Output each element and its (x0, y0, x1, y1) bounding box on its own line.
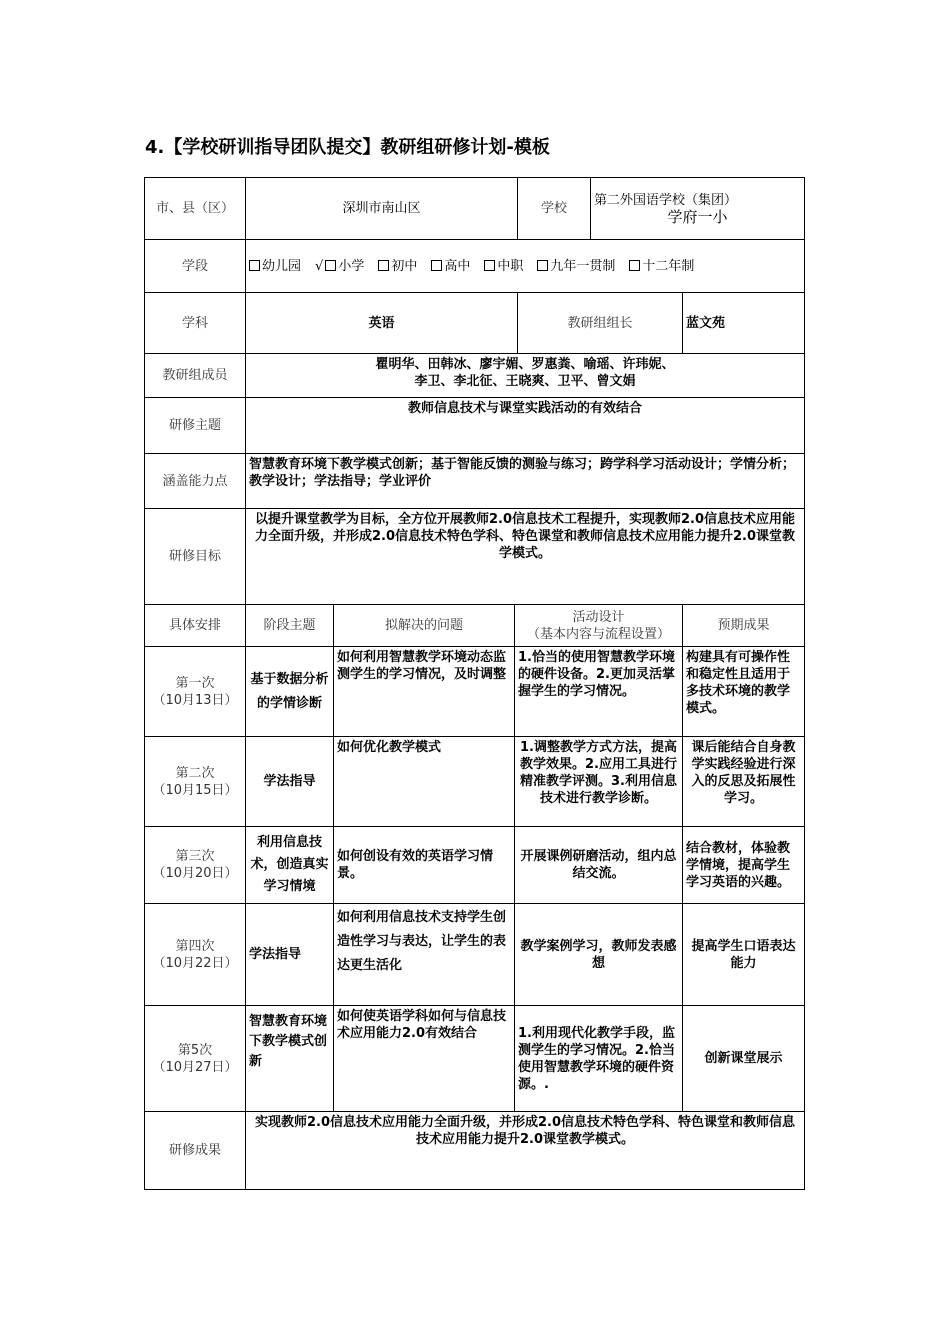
session-problem: 如何利用信息技术支持学生创造性学习与表达，让学生的表达更生活化 (334, 904, 515, 1006)
stage-option[interactable] (315, 258, 364, 275)
session-date: （10月27日） (152, 1059, 238, 1075)
activity-header-sub: （基本内容与流程设置） (527, 626, 671, 642)
session-activity: 1.恰当的使用智慧教学环境的硬件设备。2.更加灵活掌握学生的学习情况。 (515, 647, 683, 737)
stage-option-label: 十二年制 (642, 258, 695, 274)
session-theme: 基于数据分析的学情诊断 (246, 647, 334, 737)
session-activity: 1.调整教学方式方法，提高教学效果。2.应用工具进行精准教学评测。3.利用信息技术进行教学诊断。 (515, 737, 683, 827)
session-expected: 结合教材，体验教学情境，提高学生学习英语的兴趣。 (683, 827, 805, 904)
result-value: 实现教师2.0信息技术应用能力全面升级，并形成2.0信息技术特色学科、特色课堂和教师信息技术应用能力提升2.0课堂教学模式。 (246, 1112, 805, 1190)
school-name-line2: 学府一小 (667, 207, 728, 226)
abilities-label: 涵盖能力点 (145, 454, 246, 509)
session-theme: 学法指导 (246, 737, 334, 827)
stage-option-label: 中职 (497, 258, 524, 274)
stage-option-label: 高中 (444, 258, 471, 274)
session-when (145, 647, 246, 737)
session-theme: 学法指导 (246, 904, 334, 1006)
session-name: 第二次 (175, 765, 215, 781)
stage-label: 学段 (145, 240, 246, 293)
subject-label: 学科 (145, 293, 246, 354)
arrangement-header: 具体安排 (145, 605, 246, 647)
session-row (145, 647, 805, 737)
members-line1: 瞿明华、田韩冰、廖宇媚、罗惠粪、喻瑶、许玮妮、 (375, 357, 675, 372)
session-row (145, 904, 805, 1006)
stage-option[interactable] (431, 258, 470, 275)
stage-option[interactable] (629, 258, 694, 275)
goal-label: 研修目标 (145, 509, 246, 605)
region-value: 深圳市南山区 (246, 178, 518, 240)
session-problem: 如何优化教学模式 (334, 737, 515, 827)
school-label: 学校 (518, 178, 591, 240)
result-label: 研修成果 (145, 1112, 246, 1190)
session-expected: 课后能结合自身教学实践经验进行深入的反思及拓展性学习。 (683, 737, 805, 827)
session-date: （10月22日） (152, 955, 238, 971)
session-date: （10月20日） (152, 866, 238, 881)
session-name: 第三次 (175, 849, 215, 864)
session-activity: 开展课例研磨活动，组内总结交流。 (515, 827, 683, 904)
check-mark-icon: √ (315, 258, 324, 274)
activity-header (515, 605, 683, 647)
checkbox-icon[interactable] (629, 260, 640, 271)
stage-option[interactable] (249, 258, 301, 275)
school-name-line1: 第二外国语学校（集团） (594, 192, 738, 208)
session-row (145, 737, 805, 827)
theme-label: 研修主题 (145, 398, 246, 454)
school-value (591, 178, 805, 240)
stage-options (246, 240, 805, 293)
session-expected: 创新课堂展示 (683, 1006, 805, 1112)
group-leader-label: 教研组组长 (518, 293, 683, 354)
page-title: 4.【学校研训指导团队提交】教研组研修计划-模板 (145, 137, 550, 158)
expected-header: 预期成果 (683, 605, 805, 647)
checkbox-icon[interactable] (249, 260, 260, 271)
session-date: （10月15日） (152, 782, 238, 798)
theme-value: 教师信息技术与课堂实践活动的有效结合 (246, 398, 805, 454)
group-leader-value: 蓝文苑 (683, 293, 805, 354)
session-when (145, 737, 246, 827)
checkbox-icon[interactable] (378, 260, 389, 271)
abilities-value: 智慧教育环境下教学模式创新；基于智能反馈的测验与练习；跨学科学习活动设计；学情分析；教学设计；学法指导；学业评价 (246, 454, 805, 509)
problem-header: 拟解决的问题 (334, 605, 515, 647)
session-problem: 如何利用智慧教学环境动态监测学生的学习情况，及时调整 (334, 647, 515, 737)
session-name: 第四次 (175, 938, 215, 954)
session-theme: 利用信息技术，创造真实学习情境 (246, 827, 334, 904)
session-theme: 智慧教育环境下教学模式创新 (246, 1006, 334, 1112)
phase-theme-header: 阶段主题 (246, 605, 334, 647)
checkbox-icon[interactable] (431, 260, 442, 271)
session-expected: 提高学生口语表达能力 (683, 904, 805, 1006)
stage-option-label: 小学 (338, 258, 365, 274)
plan-table (144, 177, 805, 1190)
members-value (246, 354, 805, 398)
stage-option-label: 九年一贯制 (550, 258, 616, 274)
session-expected: 构建具有可操作性和稳定性且适用于多技术环境的教学模式。 (683, 647, 805, 737)
members-line2: 李卫、李北征、王晓爽、卫平、曾文娟 (414, 374, 636, 389)
session-activity: 教学案例学习，教师发表感想 (515, 904, 683, 1006)
session-when (145, 1006, 246, 1112)
checkbox-icon[interactable] (537, 260, 548, 271)
stage-option[interactable] (378, 258, 417, 275)
session-name: 第5次 (177, 1042, 213, 1058)
subject-value: 英语 (246, 293, 518, 354)
session-problem: 如何创设有效的英语学习情景。 (334, 827, 515, 904)
checkbox-icon[interactable] (325, 260, 336, 271)
session-problem: 如何使英语学科如何与信息技术应用能力2.0有效结合 (334, 1006, 515, 1112)
session-name: 第一次 (175, 675, 215, 691)
stage-option-label: 初中 (391, 258, 418, 274)
session-when (145, 827, 246, 904)
activity-header-title: 活动设计 (572, 609, 625, 625)
stage-option[interactable] (537, 258, 615, 275)
session-row (145, 1006, 805, 1112)
region-label: 市、县（区） (145, 178, 246, 240)
stage-option-label: 幼儿园 (262, 258, 302, 274)
goal-value: 以提升课堂教学为目标，全方位开展教师2.0信息技术工程提升，实现教师2.0信息技术应用能力全面升级，并形成2.0信息技术特色学科、特色课堂和教师信息技术应用能力提升2.0课堂教学模式。 (246, 509, 805, 605)
session-date: （10月13日） (152, 692, 238, 708)
session-activity: 1.利用现代化教学手段，监测学生的学习情况。2.恰当使用智慧教学环境的硬件资源。. (515, 1006, 683, 1112)
checkbox-icon[interactable] (484, 260, 495, 271)
stage-option[interactable] (484, 258, 523, 275)
members-label: 教研组成员 (145, 354, 246, 398)
session-row (145, 827, 805, 904)
session-when (145, 904, 246, 1006)
